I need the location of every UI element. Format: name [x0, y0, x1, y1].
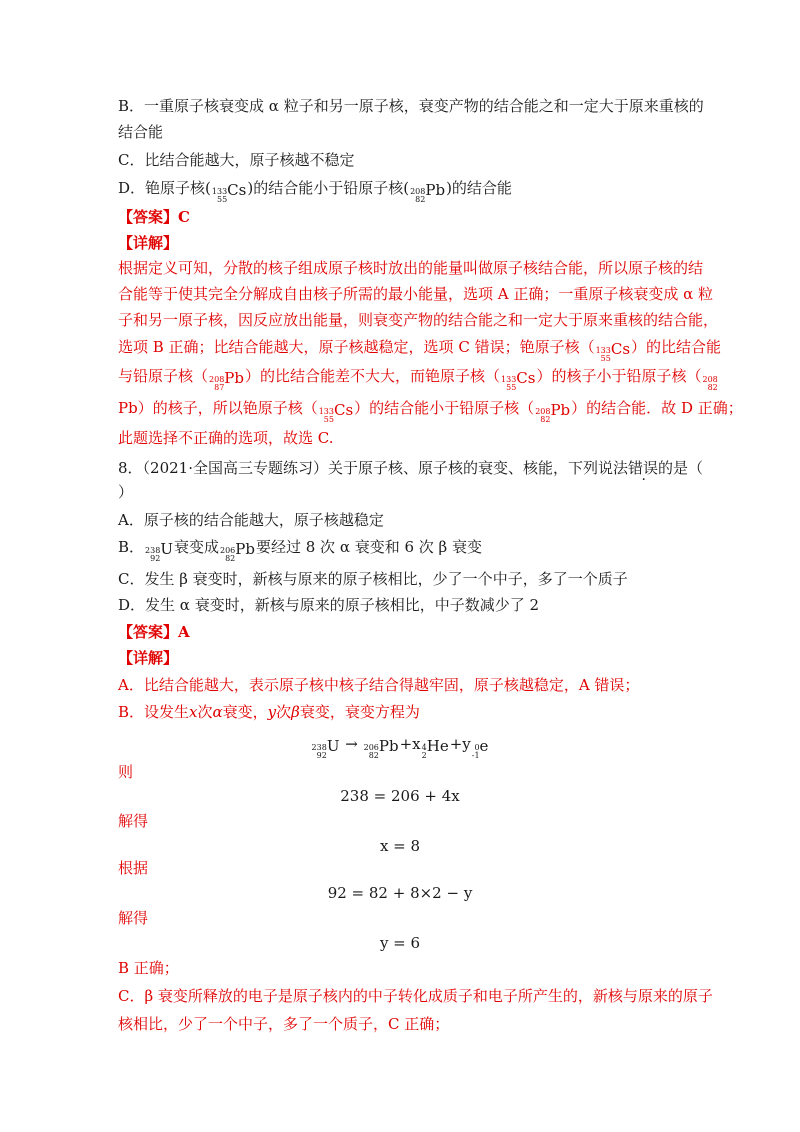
- q7-option-d: [118, 178, 512, 204]
- nuclide-cs: 133 55 Cs: [595, 340, 631, 363]
- q7-option-b-line2: 结合能: [118, 123, 164, 141]
- equation-1: 238 = 206 + 4x: [340, 787, 460, 805]
- q8-stem: 8．（2021·全国高三专题练习）关于原子核、原子核的衰变、核能，下列说法错误的是（: [118, 459, 704, 477]
- nuclide-u: 238 92 U: [145, 540, 173, 563]
- label-ze: 则: [118, 763, 134, 781]
- label-jiede-1: 解得: [118, 812, 149, 830]
- q7-detail-line6: Pb）的核子，所以铯原子核（ 133 55 Cs）的结合能小于铅原子核（ 208 82 Pb）的结合能．故 D 正确；: [118, 399, 743, 424]
- decay-equation: 238 92 U → 206 82 Pb+x 4 2 He+y 0 -1 e: [311, 735, 489, 760]
- nuclide-pb-numbers: 208 82: [702, 375, 718, 392]
- q8-detail-c-line1: C．β 衰变所释放的电子是原子核内的中子转化成质子和电子所产生的，新核与原来的原子: [118, 987, 713, 1005]
- q8-detail-c-line2: 核相比，少了一个中子，多了一个质子，C 正确；: [118, 1015, 450, 1033]
- nuclide-pb87: 208 87 Pb: [209, 369, 244, 392]
- nuclide-pb206: 206 82 Pb: [219, 540, 255, 563]
- q7-detail-tag: 【详解】: [118, 234, 179, 252]
- q8-option-d: D．发生 α 衰变时，新核与原来的原子核相比，中子数减少了 2: [118, 596, 540, 614]
- label-jiede-2: 解得: [118, 909, 149, 927]
- emphasis-wrong: 错误: [628, 459, 659, 477]
- text: )的结合能小于铅原子核(: [247, 179, 410, 197]
- q7-detail-line5: 与铅原子核（ 208 87 Pb）的比结合能差不大大，而铯原子核（ 133 55 Cs）的核子小于铅原子核（ 208 82: [118, 367, 718, 392]
- q8-detail-tag: 【详解】: [118, 649, 179, 667]
- q8-option-c: C．发生 β 衰变时，新核与原来的原子核相比，少了一个中子，多了一个质子: [118, 570, 628, 588]
- q8-detail-a: A．比结合能越大，表示原子核中核子结合得越牢固，原子核越稳定，A 错误；: [118, 676, 640, 694]
- text: )的结合能: [446, 179, 512, 197]
- q7-detail-line7: 此题选择不正确的选项，故选 C.: [118, 429, 334, 447]
- q7-detail-line1: 根据定义可知，分散的核子组成原子核时放出的能量叫做原子核结合能，所以原子核的结: [118, 259, 704, 277]
- nuclide-pb: 208 82 Pb: [410, 181, 446, 204]
- label-genju: 根据: [118, 859, 149, 877]
- nuclide-pb: 208 82 Pb: [535, 401, 571, 424]
- q8-option-b: B． 238 92 U衰变成 206 82 Pb要经过 8 次 α 衰变和 6 次 β 衰变: [118, 538, 483, 563]
- text: D．铯原子核(: [118, 179, 211, 197]
- nuclide-cs: 133 55 Cs: [501, 369, 536, 392]
- q7-option-c: C．比结合能越大，原子核越不稳定: [118, 151, 355, 169]
- q8-detail-b: B．设发生x次α衰变，y次β衰变，衰变方程为: [118, 703, 420, 721]
- q7-option-b-line1: B．一重原子核衰变成 α 粒子和另一原子核，衰变产物的结合能之和一定大于原来重核的: [118, 97, 704, 115]
- nuclide-cs: 133 55 Cs: [211, 181, 247, 204]
- answer-tag: 【答案】: [118, 208, 179, 226]
- q7-detail-line4: 选项 B 正确；比结合能越大，原子核越稳定，选项 C 错误；铯原子核（ 133 55 Cs）的比结合能: [118, 338, 722, 363]
- q8-answer: 【答案】A: [118, 623, 190, 641]
- equation-3: 92 = 82 + 8×2 − y: [327, 884, 473, 902]
- q8-detail-b-ok: B 正确；: [118, 959, 179, 977]
- equation-4: y = 6: [379, 934, 421, 952]
- q7-detail-line3: 子和另一原子核，因反应放出能量，则衰变产物的结合能之和一定大于原来重核的结合能，: [118, 311, 719, 329]
- q7-answer: [118, 207, 190, 227]
- nuclide-cs: 133 55 Cs: [318, 401, 354, 424]
- answer-value: C: [178, 208, 190, 226]
- q8-stem-line2: ）: [118, 483, 134, 501]
- q7-detail-line2: 合能等于使其完全分解成自由核子所需的最小能量，选项 A 正确；一重原子核衰变成 α 粒: [118, 285, 714, 303]
- equation-2: x = 8: [379, 837, 421, 855]
- q8-option-a: A．原子核的结合能越大，原子核越稳定: [118, 511, 384, 529]
